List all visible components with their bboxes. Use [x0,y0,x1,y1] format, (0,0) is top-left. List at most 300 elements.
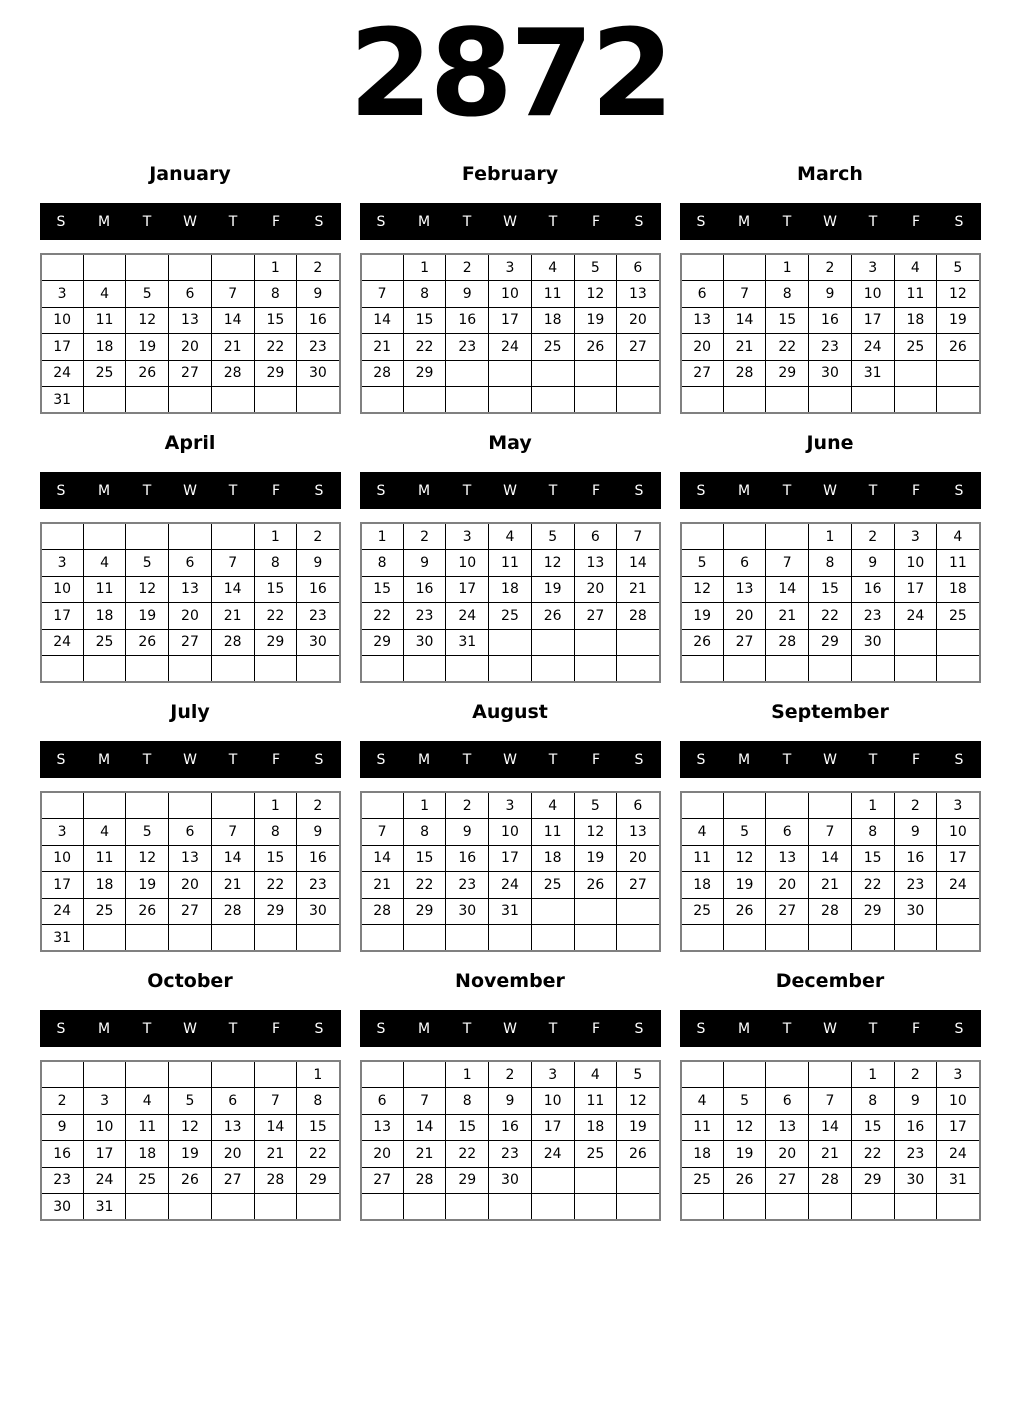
day-cell: 11 [83,576,126,603]
week-row [681,1114,980,1141]
day-cell: 1 [851,1061,894,1088]
day-cell: 27 [617,334,660,361]
empty-day-cell [126,1194,169,1221]
month-title: November [455,970,565,992]
weekday-label: M [737,751,751,768]
empty-day-cell [169,523,212,550]
month-days-table [360,1060,661,1221]
day-cell: 24 [489,872,532,899]
day-cell: 4 [126,1088,169,1115]
day-cell: 29 [809,629,852,656]
day-cell: 7 [211,550,254,577]
day-cell: 15 [254,576,297,603]
empty-day-cell [809,656,852,683]
week-row [41,1088,340,1115]
empty-day-cell [851,925,894,952]
day-cell: 16 [894,1114,937,1141]
weekday-label: S [56,213,66,230]
week-row [361,872,660,899]
weekday-label: M [737,482,751,499]
empty-day-cell [169,387,212,414]
week-row [681,254,980,281]
day-cell: 5 [723,1088,766,1115]
day-cell: 9 [446,819,489,846]
day-cell: 21 [809,1141,852,1168]
week-row [41,845,340,872]
week-row [361,1141,660,1168]
day-cell: 1 [297,1061,340,1088]
day-cell: 5 [574,254,617,281]
empty-day-cell [41,254,84,281]
empty-day-cell [681,656,724,683]
day-cell: 2 [489,1061,532,1088]
week-row [41,360,340,387]
day-cell: 2 [41,1088,84,1115]
empty-day-cell [41,792,84,819]
month-days-table [360,791,661,952]
empty-day-cell [83,656,126,683]
day-cell: 18 [681,1141,724,1168]
month-title: January [149,163,231,185]
empty-day-cell [894,656,937,683]
week-row [681,845,980,872]
empty-day-cell [723,387,766,414]
month-block [680,162,981,414]
day-cell: 12 [681,576,724,603]
day-cell: 9 [41,1114,84,1141]
weekday-label: F [271,1020,281,1037]
day-cell: 20 [766,1141,809,1168]
week-row [361,387,660,414]
day-cell: 6 [169,819,212,846]
day-cell: 11 [83,307,126,334]
day-cell: 14 [723,307,766,334]
month-block [680,969,981,1221]
empty-day-cell [809,1061,852,1088]
week-row [361,629,660,656]
month-title: July [170,701,210,723]
day-cell: 5 [574,792,617,819]
day-cell: 2 [297,523,340,550]
day-cell: 16 [446,845,489,872]
weekday-label: S [56,751,66,768]
day-cell: 21 [254,1141,297,1168]
weekday-label: T [548,1020,558,1037]
week-row [681,523,980,550]
empty-day-cell [574,898,617,925]
day-cell: 23 [894,1141,937,1168]
day-cell: 14 [211,845,254,872]
empty-day-cell [41,523,84,550]
day-cell: 29 [361,629,404,656]
empty-day-cell [361,387,404,414]
day-cell: 12 [126,307,169,334]
empty-day-cell [489,656,532,683]
day-cell: 2 [297,792,340,819]
day-cell: 18 [126,1141,169,1168]
week-row [361,1114,660,1141]
empty-day-cell [574,656,617,683]
weekday-label: F [591,1020,601,1037]
day-cell: 30 [894,1167,937,1194]
day-cell: 17 [937,845,980,872]
day-cell: 15 [297,1114,340,1141]
day-cell: 13 [169,576,212,603]
week-row [361,334,660,361]
day-cell: 31 [489,898,532,925]
day-cell: 23 [894,872,937,899]
week-row [41,629,340,656]
day-cell: 10 [851,281,894,308]
day-cell: 23 [446,334,489,361]
day-cell: 24 [489,334,532,361]
weekday-header [680,203,981,240]
day-cell: 7 [766,550,809,577]
empty-day-cell [531,925,574,952]
empty-day-cell [617,1194,660,1221]
weekday-label: S [56,482,66,499]
day-cell: 18 [489,576,532,603]
day-cell: 31 [851,360,894,387]
week-row [41,872,340,899]
day-cell: 1 [446,1061,489,1088]
day-cell: 27 [681,360,724,387]
day-cell: 13 [211,1114,254,1141]
day-cell: 21 [361,872,404,899]
weekday-label: F [271,213,281,230]
weekday-label: S [954,213,964,230]
month-block [40,700,341,952]
empty-day-cell [809,387,852,414]
day-cell: 11 [681,1114,724,1141]
empty-day-cell [894,1194,937,1221]
day-cell: 10 [937,1088,980,1115]
weekday-header [680,472,981,509]
week-row [361,1194,660,1221]
day-cell: 25 [531,334,574,361]
day-cell: 8 [254,550,297,577]
empty-day-cell [531,1167,574,1194]
day-cell: 14 [211,576,254,603]
week-row [681,656,980,683]
empty-day-cell [169,792,212,819]
day-cell: 4 [83,819,126,846]
day-cell: 13 [617,281,660,308]
weekday-label: T [462,213,472,230]
day-cell: 15 [361,576,404,603]
empty-day-cell [489,387,532,414]
day-cell: 11 [83,845,126,872]
empty-day-cell [254,1061,297,1088]
weekday-header [360,472,661,509]
day-cell: 25 [489,603,532,630]
empty-day-cell [169,1194,212,1221]
day-cell: 13 [169,845,212,872]
month-block [40,969,341,1221]
empty-day-cell [809,792,852,819]
day-cell: 18 [83,334,126,361]
day-cell: 9 [446,281,489,308]
day-cell: 27 [169,898,212,925]
week-row [41,1061,340,1088]
weekday-label: M [417,1020,431,1037]
day-cell: 8 [254,819,297,846]
weekday-label: S [314,213,324,230]
day-cell: 10 [83,1114,126,1141]
day-cell: 28 [211,629,254,656]
day-cell: 23 [297,603,340,630]
weekday-label: M [97,751,111,768]
day-cell: 9 [894,1088,937,1115]
empty-day-cell [83,523,126,550]
weekday-label: T [142,482,152,499]
day-cell: 4 [531,254,574,281]
month-block [360,700,661,952]
weekday-label: S [696,213,706,230]
day-cell: 10 [894,550,937,577]
day-cell: 29 [254,898,297,925]
day-cell: 1 [254,792,297,819]
day-cell: 27 [617,872,660,899]
empty-day-cell [851,656,894,683]
day-cell: 1 [254,254,297,281]
empty-day-cell [403,656,446,683]
weekday-label: S [376,751,386,768]
week-row [681,1194,980,1221]
day-cell: 9 [809,281,852,308]
empty-day-cell [574,629,617,656]
day-cell: 25 [937,603,980,630]
day-cell: 6 [211,1088,254,1115]
day-cell: 17 [531,1114,574,1141]
day-cell: 15 [403,845,446,872]
day-cell: 25 [894,334,937,361]
week-row [361,360,660,387]
week-row [681,1167,980,1194]
day-cell: 8 [403,819,446,846]
day-cell: 19 [126,872,169,899]
day-cell: 17 [41,334,84,361]
day-cell: 3 [41,819,84,846]
day-cell: 18 [574,1114,617,1141]
day-cell: 11 [531,281,574,308]
day-cell: 5 [126,281,169,308]
empty-day-cell [211,925,254,952]
day-cell: 8 [809,550,852,577]
empty-day-cell [894,387,937,414]
day-cell: 19 [937,307,980,334]
day-cell: 27 [723,629,766,656]
weekday-label: T [462,1020,472,1037]
day-cell: 14 [403,1114,446,1141]
weekday-label: S [954,1020,964,1037]
day-cell: 28 [809,1167,852,1194]
week-row [681,307,980,334]
weekday-header [680,741,981,778]
week-row [361,523,660,550]
day-cell: 4 [894,254,937,281]
weekday-label: S [954,751,964,768]
day-cell: 3 [41,550,84,577]
weekday-label: S [696,751,706,768]
day-cell: 9 [297,550,340,577]
day-cell: 30 [809,360,852,387]
day-cell: 24 [851,334,894,361]
weekday-label: T [228,213,238,230]
empty-day-cell [403,925,446,952]
day-cell: 10 [446,550,489,577]
day-cell: 14 [211,307,254,334]
day-cell: 20 [211,1141,254,1168]
empty-day-cell [211,254,254,281]
empty-day-cell [937,1194,980,1221]
month-block [360,162,661,414]
weekday-header [680,1010,981,1047]
day-cell: 1 [361,523,404,550]
day-cell: 25 [681,898,724,925]
day-cell: 29 [403,898,446,925]
day-cell: 11 [531,819,574,846]
empty-day-cell [617,629,660,656]
day-cell: 18 [83,872,126,899]
weekday-label: S [696,482,706,499]
weekday-label: W [823,482,837,499]
empty-day-cell [574,387,617,414]
week-row [681,898,980,925]
day-cell: 22 [446,1141,489,1168]
empty-day-cell [403,1061,446,1088]
day-cell: 26 [723,1167,766,1194]
empty-day-cell [574,360,617,387]
day-cell: 29 [254,629,297,656]
month-title: September [771,701,889,723]
empty-day-cell [446,925,489,952]
empty-day-cell [937,898,980,925]
day-cell: 9 [894,819,937,846]
day-cell: 6 [723,550,766,577]
day-cell: 4 [83,281,126,308]
weekday-label: S [954,482,964,499]
weekday-label: S [634,751,644,768]
day-cell: 28 [211,360,254,387]
day-cell: 4 [489,523,532,550]
day-cell: 29 [254,360,297,387]
day-cell: 3 [83,1088,126,1115]
day-cell: 30 [403,629,446,656]
day-cell: 26 [169,1167,212,1194]
empty-day-cell [937,629,980,656]
weekday-label: T [868,1020,878,1037]
empty-day-cell [254,656,297,683]
day-cell: 24 [446,603,489,630]
day-cell: 21 [211,603,254,630]
day-cell: 16 [446,307,489,334]
day-cell: 20 [723,603,766,630]
day-cell: 5 [531,523,574,550]
day-cell: 22 [254,603,297,630]
day-cell: 10 [41,576,84,603]
weekday-label: F [911,1020,921,1037]
day-cell: 3 [937,1061,980,1088]
day-cell: 27 [766,898,809,925]
empty-day-cell [809,1194,852,1221]
empty-day-cell [211,792,254,819]
day-cell: 23 [489,1141,532,1168]
empty-day-cell [126,925,169,952]
day-cell: 18 [681,872,724,899]
day-cell: 7 [211,281,254,308]
empty-day-cell [83,1061,126,1088]
month-block [40,162,341,414]
week-row [681,550,980,577]
empty-day-cell [211,656,254,683]
day-cell: 6 [169,550,212,577]
month-block [360,969,661,1221]
empty-day-cell [361,1194,404,1221]
day-cell: 23 [403,603,446,630]
day-cell: 21 [723,334,766,361]
day-cell: 25 [531,872,574,899]
day-cell: 12 [126,845,169,872]
weekday-label: S [56,1020,66,1037]
month-block [360,431,661,683]
day-cell: 22 [403,872,446,899]
day-cell: 7 [723,281,766,308]
day-cell: 16 [297,845,340,872]
empty-day-cell [681,925,724,952]
day-cell: 27 [574,603,617,630]
empty-day-cell [446,1194,489,1221]
month-title: March [797,163,863,185]
day-cell: 2 [894,1061,937,1088]
week-row [41,550,340,577]
day-cell: 24 [531,1141,574,1168]
empty-day-cell [126,792,169,819]
empty-day-cell [617,656,660,683]
day-cell: 7 [254,1088,297,1115]
month-title: February [461,163,559,185]
day-cell: 30 [297,360,340,387]
empty-day-cell [766,387,809,414]
weekday-label: S [314,1020,324,1037]
week-row [41,387,340,414]
day-cell: 21 [211,334,254,361]
weekday-label: T [462,482,472,499]
day-cell: 21 [766,603,809,630]
empty-day-cell [617,898,660,925]
day-cell: 16 [489,1114,532,1141]
day-cell: 22 [851,872,894,899]
day-cell: 16 [297,307,340,334]
empty-day-cell [681,387,724,414]
weekday-label: W [823,213,837,230]
day-cell: 25 [574,1141,617,1168]
day-cell: 22 [297,1141,340,1168]
day-cell: 9 [297,281,340,308]
day-cell: 5 [681,550,724,577]
day-cell: 2 [894,792,937,819]
month-days-table [680,253,981,414]
day-cell: 7 [361,819,404,846]
day-cell: 12 [723,1114,766,1141]
empty-day-cell [617,925,660,952]
weekday-label: T [868,213,878,230]
day-cell: 6 [766,819,809,846]
day-cell: 17 [937,1114,980,1141]
week-row [681,1088,980,1115]
day-cell: 20 [169,872,212,899]
week-row [361,550,660,577]
